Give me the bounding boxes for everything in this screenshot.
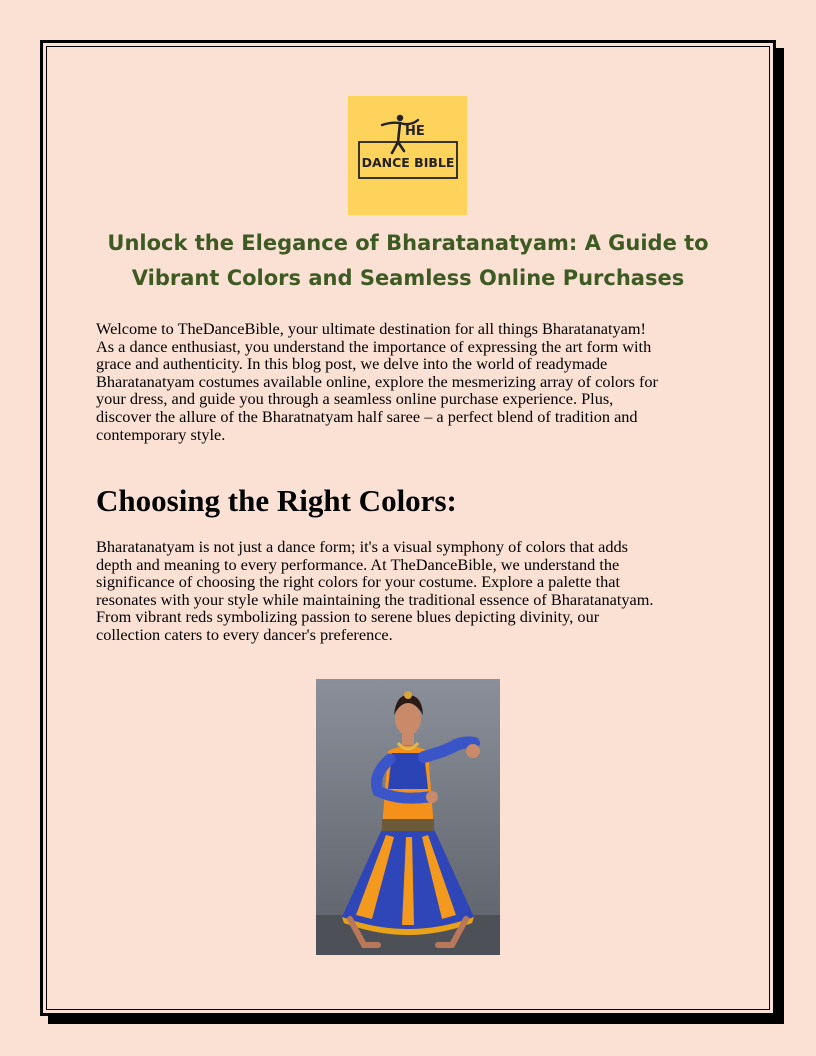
the-dance-bible-logo	[348, 96, 467, 215]
page-title	[96, 226, 720, 296]
dancer-photo	[316, 679, 500, 955]
section-line: resonates with your style while maintaining the traditional essence of Bharatanatyam.	[96, 589, 654, 609]
intro-line: As a dance enthusiast, you understand the importance of expressing the art form with	[96, 336, 652, 356]
intro-line: contemporary style.	[96, 424, 226, 444]
logo-text-he: HE	[405, 124, 425, 139]
section-line: Bharatanatyam is not just a dance form; it's a visual symphony of colors that adds	[96, 537, 628, 556]
title-line-2: Vibrant Colors and Seamless Online Purchases	[131, 266, 685, 290]
section-line: From vibrant reds symbolizing passion to serene blues depicting divinity, our	[96, 607, 600, 627]
intro-line: discover the allure of the Bharatnatyam half saree – a perfect blend of tradition and	[96, 406, 638, 426]
section-line: collection caters to every dancer's preference.	[96, 624, 393, 644]
intro-paragraph	[96, 320, 726, 443]
dancer-figure-icon	[348, 96, 467, 215]
intro-line: Bharatanatyam costumes available online, explore the mesmerizing array of colors for	[96, 371, 658, 391]
intro-line: your dress, and guide you through a seamless online purchase experience. Plus,	[96, 389, 614, 409]
section-line: significance of choosing the right colors for your costume. Explore a palette that	[96, 572, 621, 592]
intro-line: Welcome to TheDanceBible, your ultimate destination for all things Bharatanatyam!	[96, 319, 646, 338]
title-line-1: Unlock the Elegance of Bharatanatyam: A Guide to	[107, 231, 709, 255]
logo-text-dance-bible: DANCE BIBLE	[361, 155, 455, 170]
section-line: depth and meaning to every performance. At TheDanceBible, we understand the	[96, 554, 620, 574]
intro-line: grace and authenticity. In this blog post, we delve into the world of readymade	[96, 354, 608, 374]
section-heading: Choosing the Right Colors:	[96, 483, 457, 518]
section-paragraph	[96, 538, 726, 644]
